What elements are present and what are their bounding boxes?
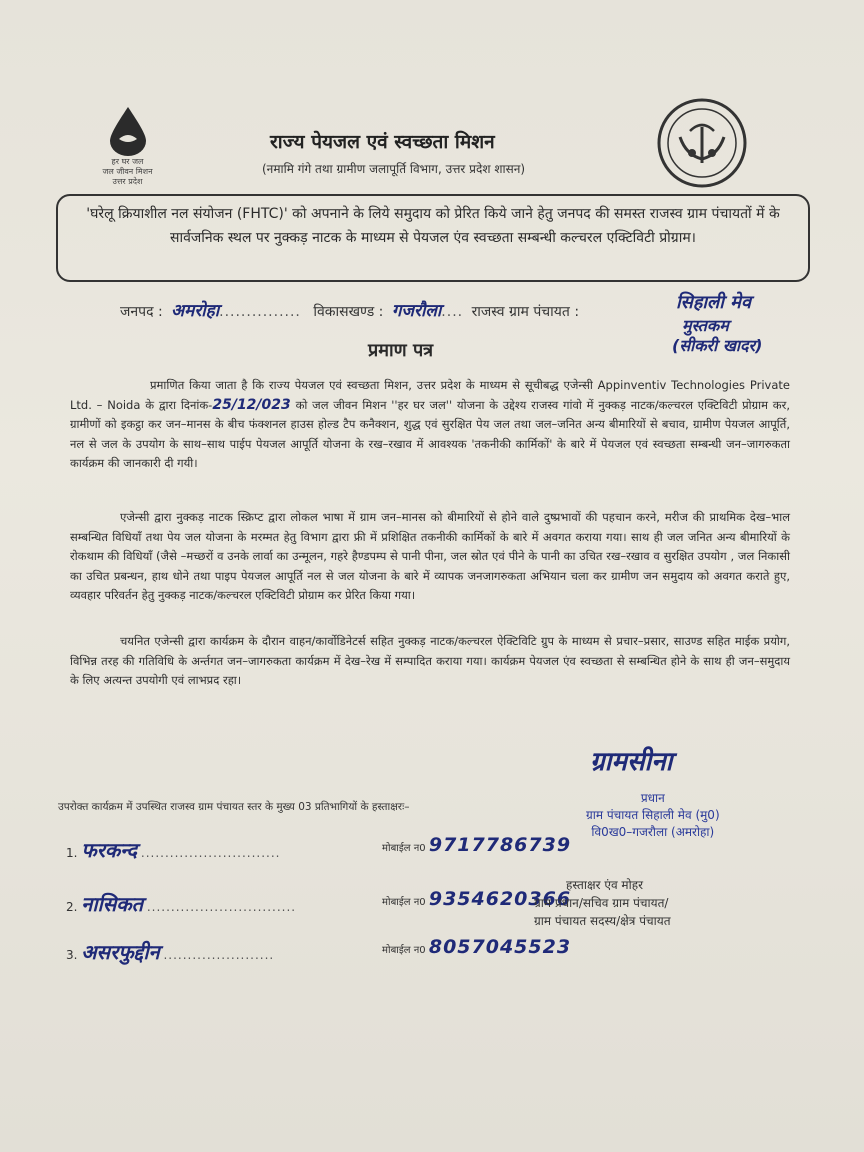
up-government-emblem	[656, 97, 748, 189]
logo-caption-3: उत्तर प्रदेश	[112, 177, 143, 186]
participant-signature-1	[66, 836, 281, 863]
paragraph-1-end: को जल जीवन मिशन ''हर घर जल'' योजना के उद्देश्य राजस्व गांवो में नुक्कड़ नाटक/कल्चरल एक्टिविटी प्रोग्राम कर, ग्रामीणों को इकट्ठा कर जन–मानस के बीच फंक्शनल हाउस होल्ड टैप कनैक्शन, शुद्ध एवं सुरक्षित पेय जल तथा जल–जनित अन्य बीमारियों से बचाव, ग्रामीण पेयजल आपूर्ति, नल से जल के उपयोग के साथ–साथ पाईप पेयजल आपूर्ति योजना के रख–रखाव में आवश्यक 'तकनीकी कार्मिकों' के बारे में पेयजल एवं स्वच्छता सम्बन्धी जन–जागरुकता कार्यक्रम की जानकारी दी गयी।	[70, 397, 790, 470]
dotted-line: ...............................	[146, 900, 297, 914]
gram-panchayat-value-1: सिहाली मेव	[676, 292, 751, 313]
mobile-label: मोबाईल न0	[382, 945, 426, 956]
mobile-label: मोबाईल न0	[382, 843, 426, 854]
pradhan-stamp	[586, 790, 720, 841]
participant-mobile-1	[382, 834, 571, 856]
district-label: जनपद :	[120, 304, 163, 320]
paragraph-3: चयनित एजेन्सी द्वारा कार्यक्रम के दौरान वाहन/कार्वोडिनेटर्स सहित नुक्कड़ नाटक/कल्चरल ऐक्टिविटि ग्रुप के माध्यम से प्रचार–प्रसार, साउण्ड सहित माईक प्रयोग, विभिन्न तरह की गतिविधि के अर्न्तगत जन–जागरुकता कार्यक्रम में देख–रेख में सम्पादित कराया गया। कार्यक्रम पेयजल एंव स्वच्छता से सम्बन्धित होने के साथ ही जन–समुदाय के लिए अत्यन्त उपयोगी एवं लाभप्रद रहा।	[70, 634, 790, 687]
gram-panchayat-label: राजस्व ग्राम पंचायत :	[471, 304, 580, 320]
signature-index: 3.	[66, 948, 78, 962]
certificate-title: प्रमाण पत्र	[368, 340, 434, 361]
program-banner: 'घरेलू क्रियाशील नल संयोजन (FHTC)' को अपनाने के लिये समुदाय को प्रेरित किये जाने हेतु जनपद की समस्त राजस्व ग्राम पंचायतों में के सार्वजनिक स्थल पर नुक्कड़ नाटक के माध्यम से पेयजल एंव स्वच्छता सम्बन्धी कल्चरल एक्टिविटी प्रोग्राम।	[56, 194, 810, 282]
paragraph-2: एजेन्सी द्वारा नुक्कड़ नाटक स्क्रिप्ट द्वारा लोकल भाषा में ग्राम जन–मानस को बीमारियों से होने वाले दुष्प्रभावों की पहचान करने, मरीज की प्राथमिक देख–भाल सम्बन्धित विधियाँ तथा पेय जल योजना के मरम्मत हेतु विभाग द्वारा फ्री में प्रशिक्षित तकनीकी कार्मिकों के बारे में अवगत कराया गया। साथ ही जल जनित अन्य बीमारियों के रोकथाम की विधियाँ (जैसे –मच्छरों व उनके लार्वा का उन्मूलन, गहरे हैण्डपम्प से पानी पीना, जल स्रोत एवं पीने के पानी का उचित रख–रखाव व सुरक्षित उपयोग , जल निकासी का उचित प्रबन्धन, हाथ धोने तथा पाइप पेयजल आपूर्ति नल से जल योजना के बारे में व्यापक जनजागरुकता अभियान चला कर ग्रामीण जन समुदाय को अवगत कराते हुए, व्यवहार परिवर्तन हेतु नुक्कड़ नाटक/कल्चरल एक्टिविटी प्रोग्राम कर प्रेरित किया गया।	[70, 510, 790, 602]
pradhan-signature: ग्रामसीना	[590, 747, 673, 777]
dotted-line: ...............	[219, 304, 301, 320]
dotted-line: ....	[441, 304, 464, 320]
logo-caption-2: जल जीवन मिशन	[102, 167, 153, 176]
block-label: विकासखण्ड :	[313, 304, 384, 320]
gram-panchayat-value-2: मुस्तकम	[682, 316, 729, 335]
water-drop-icon	[108, 105, 148, 157]
paragraph-1	[70, 376, 790, 474]
stamp-line-1: प्रधान	[640, 791, 665, 805]
mobile-number: 9717786739	[428, 834, 572, 856]
mission-subtitle: (नमामि गंगे तथा ग्रामीण जलापूर्ति विभाग, उत्तर प्रदेश शासन)	[262, 162, 526, 176]
signature-index: 1.	[66, 846, 78, 860]
participants-note: उपरोक्त कार्यक्रम में उपस्थित राजस्व ग्राम पंचायत स्तर के मुख्य 03 प्रतिभागियों के हस्ताक्षरः–	[58, 801, 410, 813]
sign-block-line-2: ग्राम प्रधान/सचिव ग्राम पंचायत/	[534, 896, 669, 910]
sign-block-line-3: ग्राम पंचायत सदस्य/क्षेत्र पंचायत	[534, 914, 671, 928]
signature-index: 2.	[66, 900, 78, 914]
participant-sign: फरकन्द	[81, 838, 138, 862]
logo-caption-1: हर घर जल	[111, 157, 144, 166]
mobile-number: 9354620366	[428, 888, 572, 910]
har-ghar-jal-logo	[80, 105, 175, 187]
dotted-line: .......................	[163, 948, 275, 962]
mobile-number: 8057045523	[428, 936, 572, 958]
program-date: 25/12/023	[212, 396, 291, 413]
stamp-line-3: वि0ख0–गजरौला (अमरोहा)	[591, 825, 715, 839]
district-value: अमरोहा	[171, 301, 220, 321]
dotted-line: .............................	[140, 846, 281, 860]
participant-signature-3	[66, 938, 274, 965]
participant-sign: नासिकत	[81, 892, 144, 916]
mission-title: राज्य पेयजल एवं स्वच्छता मिशन	[270, 131, 495, 153]
location-fields	[120, 298, 583, 321]
block-value: गजरौला	[391, 301, 442, 321]
participant-signature-2	[66, 890, 296, 917]
signature-seal-block	[528, 876, 671, 930]
paragraph-1-start: प्रमाणित किया जाता है कि राज्य पेयजल एवं स्वच्छता मिशन, उत्तर प्रदेश के माध्यम से सूचीबद्ध एजेन्सी Appinventiv Technologies Private Ltd. – Noida के द्वारा दिनांक-	[70, 378, 790, 412]
sign-block-line-1: हस्ताक्षर एंव मोहर	[566, 878, 644, 892]
stamp-line-2: ग्राम पंचायत सिहाली मेव (मु0)	[586, 808, 720, 822]
participant-mobile-3	[382, 936, 571, 958]
gram-panchayat-value-3: (सीकरी खादर)	[672, 336, 763, 355]
participant-sign: असरफुद्दीन	[81, 940, 160, 964]
mobile-label: मोबाईल न0	[382, 897, 426, 908]
